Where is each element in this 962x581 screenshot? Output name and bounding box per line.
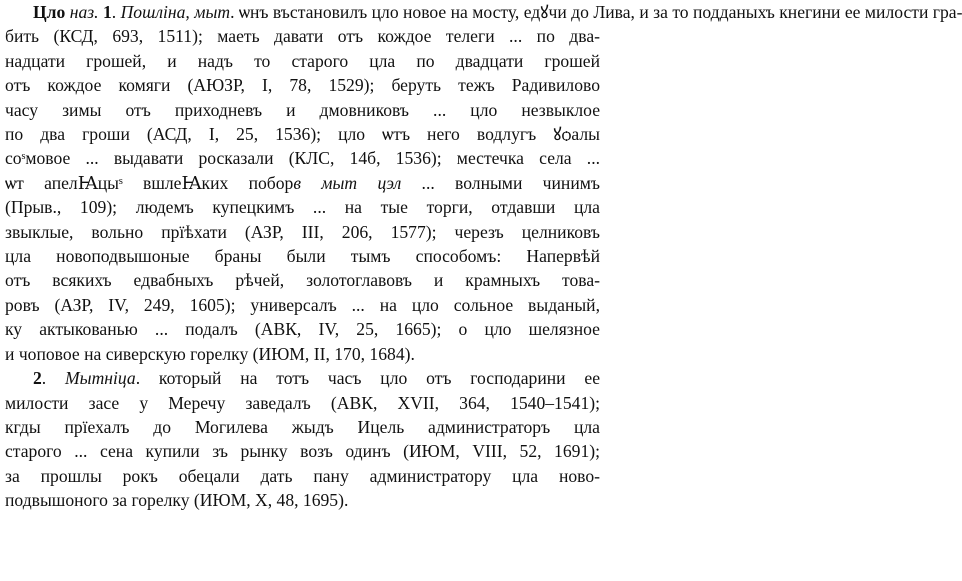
- entry-text: . который на тотъ часъ цло отъ господарини ее: [135, 368, 601, 389]
- entry-text: [357, 173, 377, 193]
- entry-line: надцати грошей, и надъ то старого цла по двадцати грошей: [5, 50, 600, 71]
- entry-line: бить (КСД, 693, 1511); маеть давати отъ кождое телеги ... по два-: [5, 26, 600, 47]
- entry-line: соˢмовое ... выдавати росказали (КЛС, 14б, 1536); местечка села ...: [5, 148, 600, 169]
- entry-line: звыклые, вольно прїѣхати (АЗР, ІІІ, 206, 1577); черезъ целниковъ: [5, 221, 600, 242]
- entry-line: по два гроши (АСД, І, 25, 1536); цло ѡтъ него водлугъ ꙋѻалы: [5, 124, 600, 145]
- quote-italic: цэл: [377, 172, 402, 193]
- entry-line-11: [5, 244, 600, 268]
- entry-line: отъ всякихъ едвабныхъ рѣчей, золотоглавовъ и крамныхъ това-: [5, 270, 600, 291]
- entry-line: и чоповое на сиверскую горелку (ИЮМ, ІІ, 170, 1684).: [5, 343, 415, 364]
- entry-line: ровъ (АЗР, IV, 249, 1605); универсалъ ... на цло сольное выданый,: [5, 294, 600, 315]
- entry-text: ѡнъ въстановилъ цло новое на мосту, едꙋчи до Лива, и за то подданыхъ кнегини ее милости гра-: [238, 2, 962, 22]
- entry-line: отъ кождое комяги (АЮЗР, І, 78, 1529); беруть тежъ Радивилово: [5, 75, 600, 96]
- entry-line: подвышоного за горелку (ИЮМ, X, 48, 1695).: [5, 490, 349, 511]
- sense-2-number: 2: [33, 368, 42, 389]
- entry-line: ку актыкованью ... подалъ (АВК, IV, 25, 1665); о цло шелязное: [5, 319, 600, 340]
- entry-line: (Прыв., 109); людемъ купецкимъ ... на тые торги, отдавши цла: [5, 197, 600, 218]
- sense-1-definition: Пошліна, мыт: [120, 2, 231, 22]
- sense-1-number: 1: [102, 2, 112, 22]
- entry-line-1: Цло наз. 1. Пошліна, мыт. ѡнъ въстановилъ цло новое на мосту, едꙋчи до Лива, и за то подданыхъ кнегини ее милости гра-: [33, 2, 962, 22]
- dictionary-entry: [5, 0, 962, 513]
- part-of-speech: наз.: [69, 2, 99, 22]
- entry-line: милости засе у Меречу заведалъ (АВК, XVII, 364, 1540–1541);: [5, 392, 600, 413]
- sense-2-definition: Мытніца: [65, 368, 136, 389]
- entry-text: цла новоподвышоные браны были тымъ способомъ: Наперв: [5, 246, 582, 267]
- entry-text: ѡт апелꙖцыˢ вшлеꙖких побор: [5, 172, 294, 193]
- entry-text: ѣй: [581, 246, 600, 267]
- headword: Цло: [33, 2, 66, 22]
- sense-2-line-1: 2. Мытніца. который на тотъ часъ цло отъ господарини ее: [33, 368, 601, 389]
- entry-text: ... волными чинимъ: [401, 172, 600, 193]
- entry-line-8: [5, 171, 600, 195]
- quote-italic: в мыт: [293, 172, 358, 193]
- entry-line: за прошлы рокъ обецали дать пану администратору цла ново-: [5, 465, 600, 486]
- entry-line: часу зимы отъ приходневъ и дмовниковъ ... цло незвыклое: [5, 99, 600, 120]
- entry-line: старого ... сена купили зъ рынку возъ одинъ (ИЮМ, VIII, 52, 1691);: [5, 441, 600, 462]
- entry-line: кгды прїехалъ до Могилева жыдъ Ицель администраторъ цла: [5, 416, 600, 437]
